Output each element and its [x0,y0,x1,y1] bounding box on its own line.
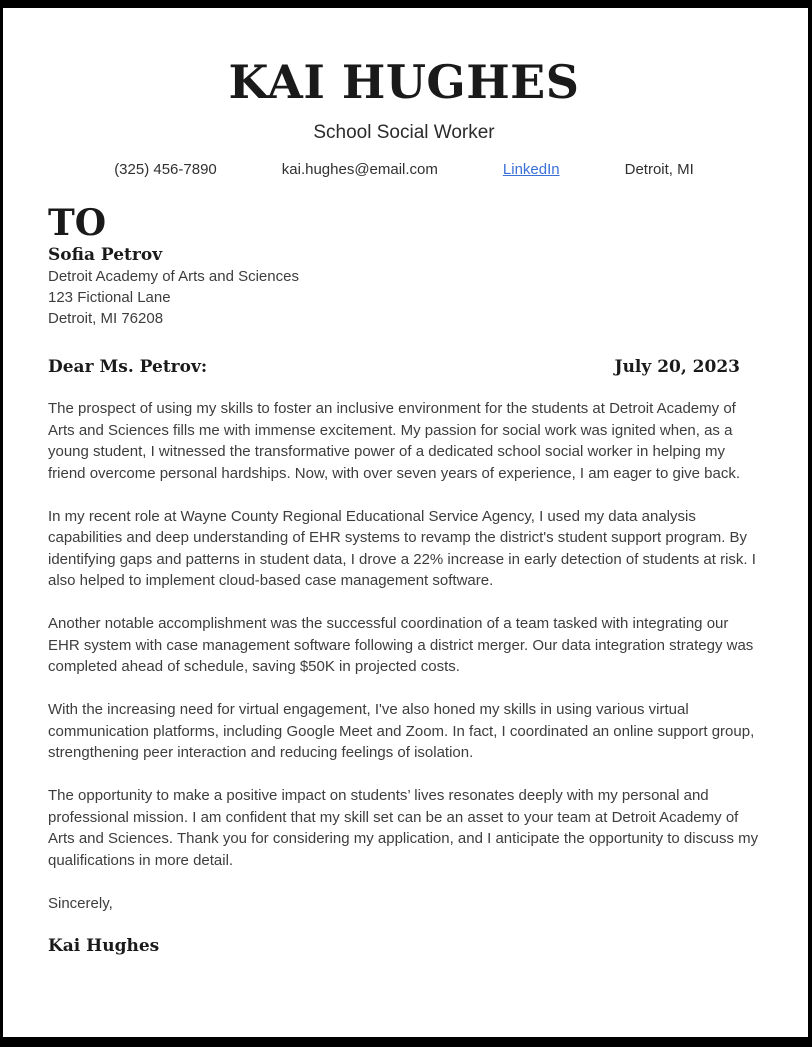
recipient-city: Detroit, MI 76208 [48,310,164,328]
contact-email: kai.hughes@email.com [281,161,438,179]
cover-letter-page [3,8,808,1037]
recipient-name: Sofia Petrov [48,245,163,266]
contact-row [48,159,760,180]
to-heading: TO [48,202,107,245]
paragraph-1: The prospect of using my skills to foster an inclusive environment for the students at Detroit Academy of Arts and Sciences fills me with immense excitement. My passion for social work was ignited when, as a young student, I witnessed the transformative power of a dedicated school social worker in helping my friend overcome personal hardships. Now, with over seven years of experience, I am eager to give back. [48,400,741,482]
recipient-street: 123 Fictional Lane [48,289,171,307]
letter-header [48,56,760,180]
recipient-organization: Detroit Academy of Arts and Sciences [48,268,299,286]
recipient-block [48,204,760,329]
paragraph-4: With the increasing need for virtual engagement, I've also honed my skills in using various virtual communication platforms, including Google Meet and Zoom. In fact, I coordinated an online support group, strengthening peer interaction and reducing feelings of isolation. [48,701,755,762]
letter-date: July 20, 2023 [614,357,740,378]
paragraph-5: The opportunity to make a positive impact on students’ lives resonates deeply with my personal and professional mission. I am confident that my skill set can be an asset to your team at Detroit Academy of Arts and Sciences. Thank you for considering my application, and I anticipate the opportunity to discuss my qualifications in more detail. [48,787,759,869]
salutation-row [48,357,760,378]
contact-phone: (325) 456-7890 [114,161,217,179]
linkedin-link[interactable]: LinkedIn [502,161,560,179]
page-content [3,56,808,957]
letter-body [48,398,760,957]
applicant-name: KAI HUGHES [228,55,580,109]
signature-name: Kai Hughes [48,935,160,956]
paragraph-2: In my recent role at Wayne County Regional Educational Service Agency, I used my data analysis capabilities and deep understanding of EHR systems to revamp the district's student support program. By identifying gaps and patterns in student data, I drove a 22% increase in early detection of students at risk. I also helped to implement cloud-based case management software. [48,507,756,590]
contact-location: Detroit, MI [624,161,694,179]
valediction: Sincerely, [48,894,113,912]
paragraph-3: Another notable accomplishment was the successful coordination of a team tasked with integrating our EHR system with case management software following a district merger. Our data integration strategy was completed ahead of schedule, saving $50K in projected costs. [48,615,754,676]
applicant-job-title: School Social Worker [313,121,495,143]
salutation: Dear Ms. Petrov: [48,357,208,378]
